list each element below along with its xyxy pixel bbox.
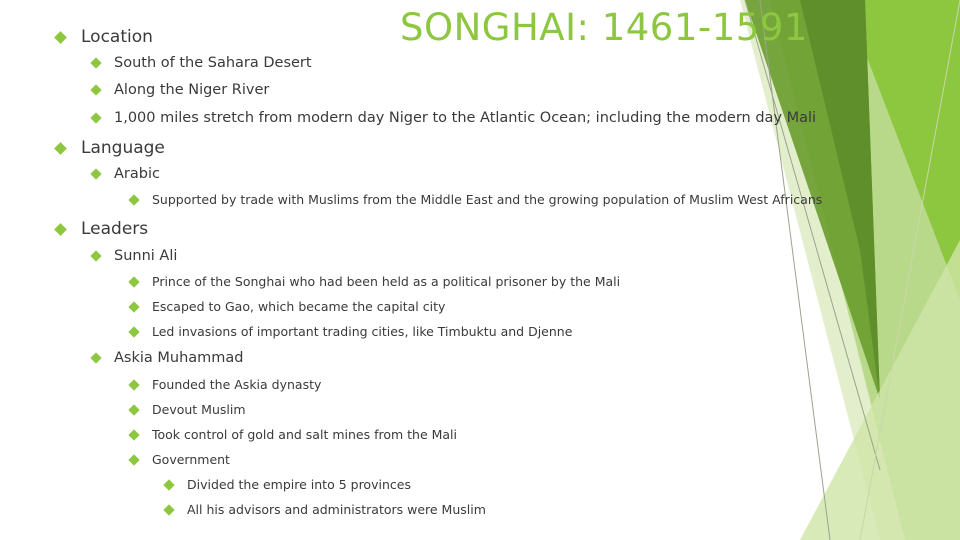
diamond-bullet-icon xyxy=(128,429,139,440)
diamond-bullet-icon xyxy=(90,57,101,68)
bullet-text: Prince of the Songhai who had been held as a political prisoner by the Mali xyxy=(152,274,621,289)
bullet-item-level-2 xyxy=(92,350,244,366)
bullet-item-level-3 xyxy=(130,402,246,417)
bullet-text: Led invasions of important trading cities, like Timbuktu and Djenne xyxy=(152,324,573,339)
diamond-bullet-icon xyxy=(54,223,67,236)
bullet-text: Divided the empire into 5 provinces xyxy=(187,477,411,492)
bullet-item-level-3 xyxy=(130,452,230,467)
bullet-item-level-2 xyxy=(92,55,312,71)
diamond-bullet-icon xyxy=(128,194,139,205)
bullet-text: Sunni Ali xyxy=(114,248,178,264)
bullet-item-level-1 xyxy=(56,27,153,47)
bullet-item-level-2 xyxy=(92,166,160,182)
bullet-text: Took control of gold and salt mines from the Mali xyxy=(152,427,458,442)
bullet-item-level-2 xyxy=(92,82,269,98)
bullet-item-level-2 xyxy=(92,248,177,264)
bullet-text: Escaped to Gao, which became the capital city xyxy=(152,299,446,314)
bullet-item-level-3 xyxy=(130,299,445,314)
bullet-text: 1,000 miles stretch from modern day Niger to the Atlantic Ocean; including the modern day Mali xyxy=(114,110,817,126)
bullet-item-level-3 xyxy=(130,377,321,392)
diamond-bullet-icon xyxy=(128,276,139,287)
diamond-bullet-icon xyxy=(54,31,67,44)
bullet-text: Government xyxy=(152,452,230,467)
bullet-item-level-3 xyxy=(130,192,822,207)
diamond-bullet-icon xyxy=(128,404,139,415)
bullet-item-level-3 xyxy=(130,324,572,339)
bullet-text: South of the Sahara Desert xyxy=(114,55,312,71)
diamond-bullet-icon xyxy=(163,479,174,490)
bullet-text: Askia Muhammad xyxy=(114,350,244,366)
bullet-text: Devout Muslim xyxy=(152,402,246,417)
bullet-text: Location xyxy=(81,27,153,47)
bullet-text: Language xyxy=(81,138,165,158)
bullet-item-level-1 xyxy=(56,219,148,239)
diamond-bullet-icon xyxy=(128,454,139,465)
bullet-item-level-4 xyxy=(165,477,411,492)
bullet-item-level-3 xyxy=(130,274,620,289)
diamond-bullet-icon xyxy=(90,84,101,95)
diamond-bullet-icon xyxy=(90,168,101,179)
diamond-bullet-icon xyxy=(90,352,101,363)
slide-title: SONGHAI: 1461-1591 xyxy=(400,6,808,49)
bullet-item-level-1 xyxy=(56,138,165,158)
bullet-text: Leaders xyxy=(81,219,149,239)
diamond-bullet-icon xyxy=(163,504,174,515)
bullet-item-level-4 xyxy=(165,502,486,517)
bullet-item-level-3 xyxy=(130,427,457,442)
diamond-bullet-icon xyxy=(128,301,139,312)
bullet-text: All his advisors and administrators were Muslim xyxy=(187,502,486,517)
diamond-bullet-icon xyxy=(90,112,101,123)
bullet-text: Arabic xyxy=(114,166,160,182)
bullet-text: Supported by trade with Muslims from the Middle East and the growing population of Muslim West Africans xyxy=(152,192,823,207)
bullet-text: Founded the Askia dynasty xyxy=(152,377,322,392)
diamond-bullet-icon xyxy=(128,379,139,390)
diamond-bullet-icon xyxy=(54,142,67,155)
bullet-item-level-2 xyxy=(92,110,816,126)
bullet-text: Along the Niger River xyxy=(114,82,270,98)
diamond-bullet-icon xyxy=(128,326,139,337)
diamond-bullet-icon xyxy=(90,250,101,261)
